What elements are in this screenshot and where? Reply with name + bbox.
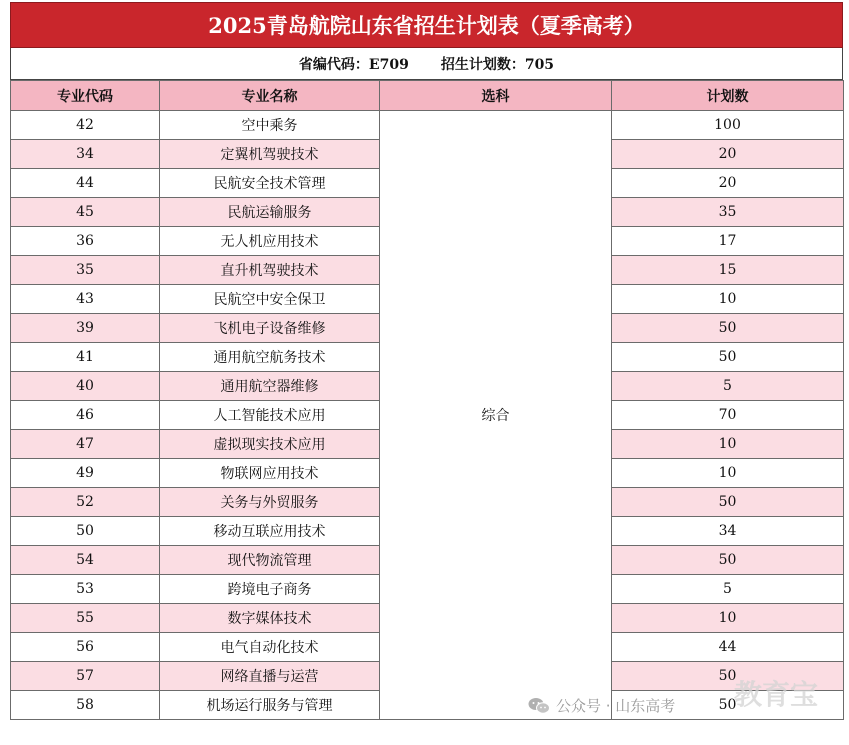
major-code-cell: 45 [11,198,160,227]
major-code-cell: 44 [11,169,160,198]
header-name: 专业名称 [160,81,380,111]
header-subject: 选科 [380,81,612,111]
major-code-cell: 56 [11,633,160,662]
major-code-cell: 36 [11,227,160,256]
plan-count-cell: 100 [612,111,844,140]
major-name-cell: 人工智能技术应用 [160,401,380,430]
major-name-cell: 电气自动化技术 [160,633,380,662]
plan-count-cell: 50 [612,662,844,691]
major-name-cell: 虚拟现实技术应用 [160,430,380,459]
major-name-cell: 机场运行服务与管理 [160,691,380,720]
page-title: 2025青岛航院山东省招生计划表（夏季高考） [10,2,843,48]
header-code: 专业代码 [11,81,160,111]
major-name-cell: 无人机应用技术 [160,227,380,256]
plan-count-cell: 15 [612,256,844,285]
major-code-cell: 35 [11,256,160,285]
major-name-cell: 民航安全技术管理 [160,169,380,198]
major-name-cell: 直升机驾驶技术 [160,256,380,285]
major-code-cell: 46 [11,401,160,430]
major-name-cell: 空中乘务 [160,111,380,140]
major-name-cell: 现代物流管理 [160,546,380,575]
major-code-cell: 34 [11,140,160,169]
major-name-cell: 民航运输服务 [160,198,380,227]
major-code-cell: 49 [11,459,160,488]
major-name-cell: 关务与外贸服务 [160,488,380,517]
major-code-cell: 41 [11,343,160,372]
plan-count-cell: 10 [612,604,844,633]
major-name-cell: 移动互联应用技术 [160,517,380,546]
plan-count-cell: 34 [612,517,844,546]
table-row [11,111,844,140]
major-name-cell: 定翼机驾驶技术 [160,140,380,169]
plan-count-cell: 10 [612,459,844,488]
watermark-text: 公众号 · 山东高考 [556,697,676,715]
plan-sheet [10,2,843,720]
major-code-cell: 58 [11,691,160,720]
major-name-cell: 通用航空器维修 [160,372,380,401]
major-code-cell: 54 [11,546,160,575]
major-name-cell: 物联网应用技术 [160,459,380,488]
major-code-cell: 53 [11,575,160,604]
plan-count-cell: 10 [612,430,844,459]
brand-logo-text: 教育宝 [733,678,819,711]
province-code: 省编代码：E709 [298,56,409,73]
plan-count-cell: 20 [612,140,844,169]
summary-line [10,48,843,80]
plan-count-cell: 17 [612,227,844,256]
table-body [11,111,844,720]
major-code-cell: 39 [11,314,160,343]
plan-count-cell: 5 [612,372,844,401]
subject-cell: 综合 [380,111,612,720]
major-code-cell: 40 [11,372,160,401]
plan-count-cell: 20 [612,169,844,198]
watermark [528,695,675,716]
major-code-cell: 57 [11,662,160,691]
table-header-row [11,81,844,111]
header-plan: 计划数 [612,81,844,111]
enrollment-table [10,80,844,720]
major-code-cell: 52 [11,488,160,517]
plan-count-cell: 50 [612,314,844,343]
major-code-cell: 42 [11,111,160,140]
plan-count-cell: 44 [612,633,844,662]
major-code-cell: 43 [11,285,160,314]
plan-count-cell: 35 [612,198,844,227]
brand-logo [720,672,832,724]
plan-count-cell: 5 [612,575,844,604]
major-code-cell: 50 [11,517,160,546]
wechat-icon [528,697,550,715]
major-code-cell: 55 [11,604,160,633]
major-name-cell: 数字媒体技术 [160,604,380,633]
major-name-cell: 民航空中安全保卫 [160,285,380,314]
plan-count-cell: 50 [612,546,844,575]
plan-count-cell: 50 [612,488,844,517]
major-name-cell: 跨境电子商务 [160,575,380,604]
plan-count-cell: 70 [612,401,844,430]
plan-count-cell: 50 [612,691,844,720]
plan-count-cell: 50 [612,343,844,372]
major-name-cell: 通用航空航务技术 [160,343,380,372]
major-code-cell: 47 [11,430,160,459]
major-name-cell: 网络直播与运营 [160,662,380,691]
major-name-cell: 飞机电子设备维修 [160,314,380,343]
total-plan: 招生计划数：705 [440,56,555,73]
plan-count-cell: 10 [612,285,844,314]
